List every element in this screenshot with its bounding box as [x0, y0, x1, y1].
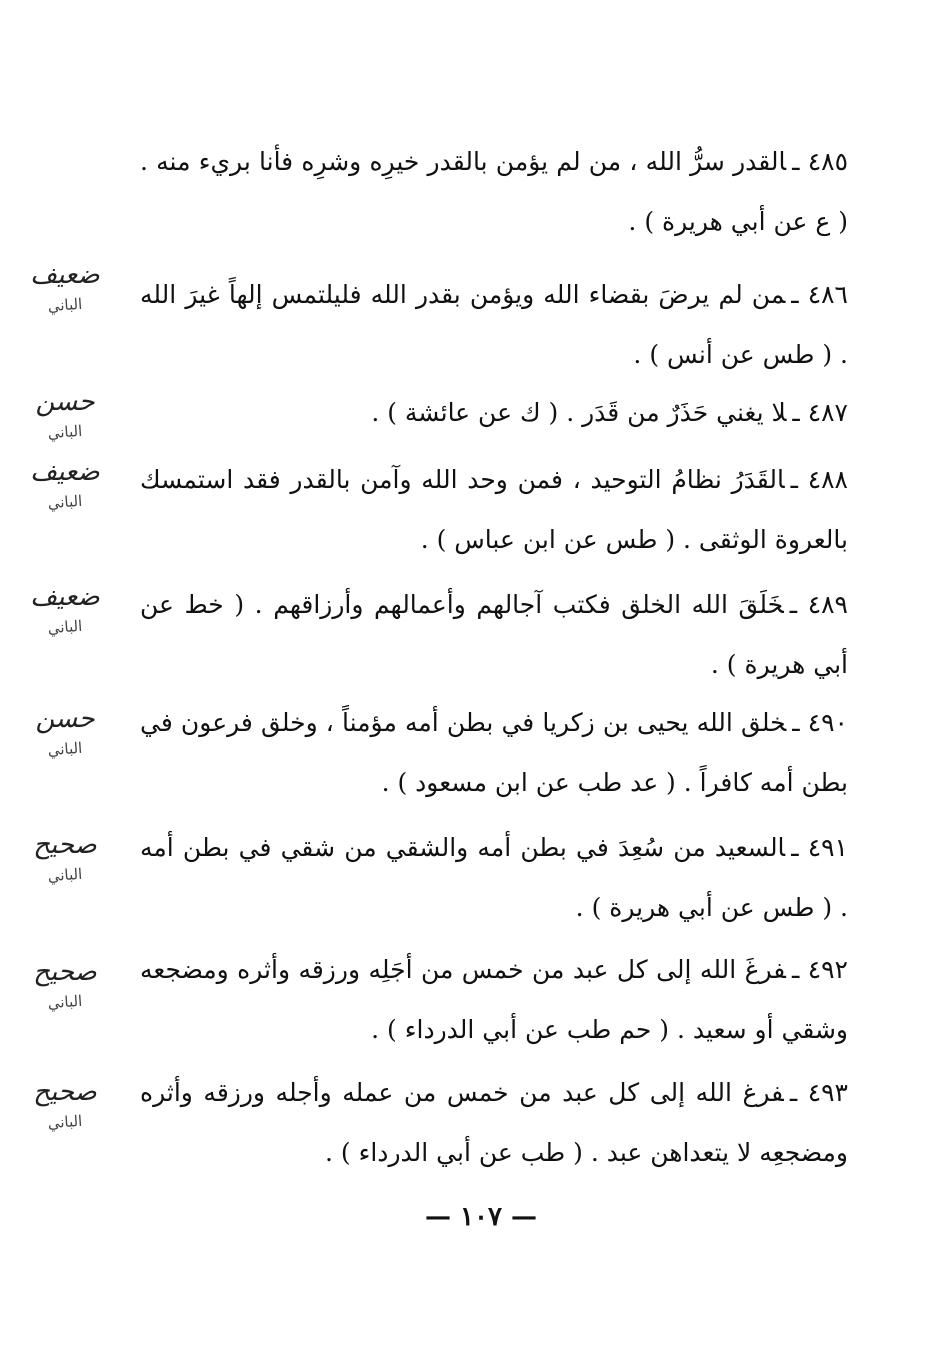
hadith-487	[140, 383, 848, 443]
hadith-number: ٤٩٢ ـ	[791, 955, 848, 984]
margin-grade-487	[0, 385, 130, 445]
grade-word: حسن	[35, 387, 95, 417]
hadith-number: ٤٩٠ ـ	[792, 708, 848, 737]
hadith-text: خَلَقَ الله الخلق فكتب آجالهم وأعمالهم وأرزاقهم . ( خط عن أبي هريرة ) .	[140, 590, 848, 679]
hadith-text: السعيد من سُعِدَ في بطن أمه والشقي من شقي في بطن أمه . ( طس عن أبي هريرة ) .	[140, 833, 848, 922]
grader-name: الباني	[47, 991, 83, 1013]
hadith-number: ٤٨٨ ـ	[790, 465, 848, 494]
hadith-491	[140, 818, 848, 938]
margin-grade-492	[0, 955, 130, 1015]
margin-grade-486	[0, 258, 130, 318]
hadith-485	[140, 132, 848, 252]
hadith-486	[140, 265, 848, 385]
hadith-text: خلق الله يحيى بن زكريا في بطن أمه مؤمناً ، وخلق فرعون في بطن أمه كافراً . ( عد طب عن ابن مسعود ) .	[140, 708, 848, 797]
hadith-493	[140, 1063, 848, 1183]
hadith-490	[140, 693, 848, 813]
hadith-text: فرغَ الله إلى كل عبد من خمس من أجَلِه ورزقه وأثره ومضجعه وشقي أو سعيد . ( حم طب عن أبي الدرداء ) .	[140, 955, 848, 1044]
hadith-492	[140, 940, 848, 1060]
grader-name: الباني	[47, 864, 83, 886]
margin-grade-489	[0, 580, 130, 640]
grader-name: الباني	[47, 421, 83, 443]
hadith-text: فرغ الله إلى كل عبد من خمس من عمله وأجله ورزقه وأثره ومضجعِه لا يتعداهن عبد . ( طب عن أبي الدرداء ) .	[140, 1078, 848, 1167]
hadith-text: من لم يرضَ بقضاء الله ويؤمن بقدر الله فليلتمس إلهاً غيرَ الله . ( طس عن أنس ) .	[140, 280, 848, 369]
grade-word: حسن	[35, 704, 95, 734]
grade-word: صحيح	[33, 1077, 97, 1107]
hadith-text: لا يغني حَذَرٌ من قَدَر . ( ك عن عائشة ) .	[371, 398, 787, 427]
hadith-number: ٤٨٦ ـ	[791, 280, 848, 309]
grade-word: صحيح	[33, 957, 97, 987]
page-number: — ١٠٧ —	[424, 1202, 538, 1232]
hadith-488	[140, 450, 848, 570]
grader-name: الباني	[47, 1111, 83, 1133]
grade-word: صحيح	[33, 830, 97, 860]
grade-word: ضعيف	[30, 457, 100, 487]
hadith-text: القدر سرُّ الله ، من لم يؤمن بالقدر خيرِه وشرِه فأنا بريء منه . ( ع عن أبي هريرة ) .	[140, 147, 848, 236]
grader-name: الباني	[47, 738, 83, 760]
margin-grade-488	[0, 455, 130, 515]
grade-word: ضعيف	[30, 582, 100, 612]
hadith-number: ٤٨٥ ـ	[792, 147, 849, 176]
hadith-number: ٤٩٣ ـ	[789, 1078, 848, 1107]
hadith-number: ٤٩١ ـ	[791, 833, 848, 862]
hadith-number: ٤٨٩ ـ	[789, 590, 848, 619]
margin-grade-491	[0, 828, 130, 888]
hadith-number: ٤٨٧ ـ	[792, 398, 848, 427]
hadith-489	[140, 575, 848, 695]
margin-grade-493	[0, 1075, 130, 1135]
hadith-text: القَدَرُ نظامُ التوحيد ، فمن وحد الله وآمن بالقدر فقد استمسك بالعروة الوثقى . ( طس عن ابن عباس ) .	[140, 465, 848, 554]
margin-grade-490	[0, 702, 130, 762]
grade-word: ضعيف	[30, 260, 100, 290]
grader-name: الباني	[47, 491, 83, 513]
grader-name: الباني	[47, 616, 83, 638]
grader-name: الباني	[47, 294, 83, 316]
